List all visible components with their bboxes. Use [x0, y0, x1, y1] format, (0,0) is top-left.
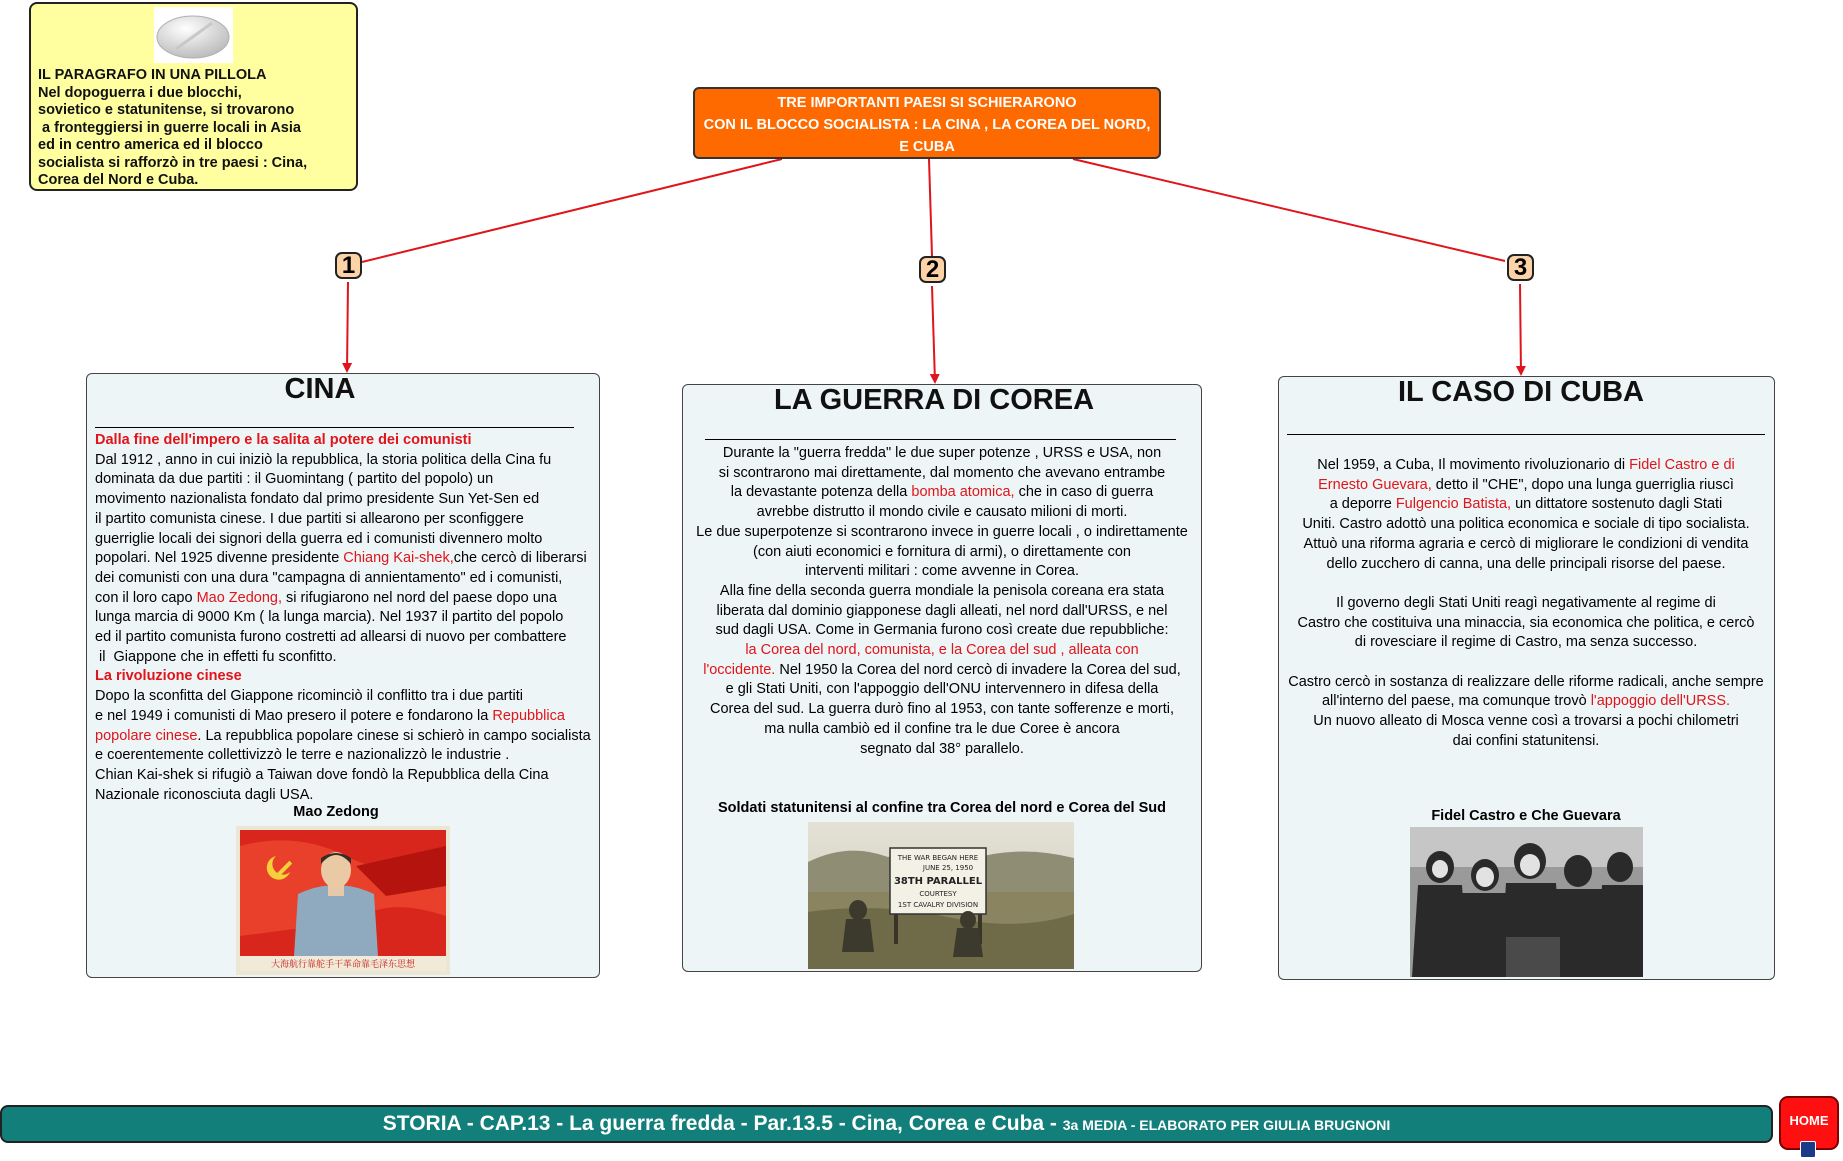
corea-line: avrebbe distrutto il mondo civile e causato milioni di morti. — [756, 504, 1128, 521]
cina-line: movimento nazionalista fondato dal primo presidente Sun Yet-Sen ed — [95, 491, 540, 508]
cina-highlight: Chiang Kai-shek, — [343, 550, 454, 567]
pill-line: socialista si rafforzò in tre paesi : Cina, — [38, 154, 308, 171]
connector-top-to-1 — [362, 159, 782, 262]
corea-caption: Soldati statunitensi al confine tra Corea del nord e Corea del Sud — [718, 800, 1166, 816]
cina-line: il Giappone che in effetti fu sconfitto. — [95, 648, 337, 665]
cina-highlight: Mao Zedong, — [196, 589, 283, 606]
cina-line: Chian Kai-shek si rifugiò a Taiwan dove fondò la Repubblica della Cina — [95, 766, 549, 783]
cina-subheading: Dalla fine dell'impero e la salita al potere dei comunisti — [95, 432, 472, 448]
cina-line: il partito comunista cinese. I due partiti si allearono per sconfiggere — [95, 510, 524, 527]
corea-title: LA GUERRA DI COREA — [773, 384, 1095, 416]
pill-line: sovietico e statunitense, si trovarono — [38, 102, 295, 118]
cuba-highlight: Ernesto Guevara, — [1318, 476, 1432, 493]
cina-line: Dopo la sconfitta del Giappone ricominciò il conflitto tra i due partiti — [95, 688, 523, 705]
cina-line: Dal 1912 , anno in cui iniziò la repubblica, la storia politica della Cina fu — [95, 451, 552, 468]
connector-1-to-cina — [347, 282, 348, 371]
castro-guevara-photo — [1410, 827, 1643, 977]
top-node-line: TRE IMPORTANTI PAESI SI SCHIERARONO — [777, 95, 1077, 111]
home-button[interactable]: HOME — [1779, 1096, 1839, 1150]
cina-text — [95, 431, 603, 805]
top-node-line: E CUBA — [899, 139, 955, 155]
corea-line: Alla fine della seconda guerra mondiale la penisola coreana era stata — [719, 582, 1165, 599]
mao-poster-text: 大海航行靠舵手干革命靠毛泽东思想 — [270, 960, 416, 970]
pill-line: Nel dopoguerra i due blocchi, — [38, 84, 242, 101]
corea-line: (con aiuti economici e fornitura di armi), o direttamente con — [753, 543, 1131, 560]
connector-2-to-corea — [932, 286, 935, 382]
corea-line: Durante la "guerra fredda" le due super potenze , URSS e USA, non — [722, 445, 1162, 461]
corea-line: interventi militari : come avvenne in Corea. — [804, 563, 1079, 580]
cina-line: popolari. Nel 1925 divenne presidente — [95, 550, 344, 567]
connector-top-to-2 — [929, 159, 932, 256]
corea-highlight: l'occidente. — [703, 661, 776, 678]
cuba-highlight: Fidel Castro e di — [1629, 457, 1735, 473]
sign-line: 1ST CAVALRY DIVISION — [897, 901, 979, 909]
cina-line: e coerentemente collettivizzò le terre e nazionalizzò le industrie . — [95, 747, 510, 764]
cuba-line: dello zucchero di canna, una delle principali risorse del paese. — [1326, 555, 1726, 572]
pill-line: ed in centro america ed il blocco — [38, 137, 263, 153]
connector-3-to-cuba — [1520, 284, 1521, 374]
cina-line: Nazionale riconosciuta dagli USA. — [95, 786, 314, 803]
cina-line: ed il partito comunista furono costretti ad allearsi di nuovo per combattere — [95, 629, 567, 646]
cuba-highlight: l'appoggio dell'URSS. — [1590, 693, 1731, 710]
cuba-line: all'interno del paese, ma comunque trovò — [1321, 693, 1591, 710]
corea-highlight: la Corea del nord, comunista, e la Corea del sud , alleata con — [745, 642, 1139, 659]
connector-top-to-3 — [1073, 159, 1505, 261]
cina-highlight: popolare cinese — [95, 727, 198, 744]
number-badge-2: 2 — [919, 256, 946, 283]
sign-line: JUNE 25, 1950 — [922, 864, 974, 872]
corea-line: segnato dal 38° parallelo. — [860, 740, 1024, 757]
sign-line: COURTESY — [919, 890, 957, 898]
cina-line: lunga marcia di 9000 Km ( la lunga marcia). Nel 1937 il partito del popolo — [95, 609, 564, 626]
corea-line: e gli Stati Uniti, con l'appoggio dell'ONU intervennero in difesa della — [725, 681, 1159, 698]
top-node-line: CON IL BLOCCO SOCIALISTA : LA CINA , LA COREA DEL NORD, — [703, 117, 1151, 133]
top-topic-node[interactable] — [693, 87, 1161, 159]
cuba-line: a deporre — [1329, 496, 1396, 513]
cuba-line: Attuò una riforma agraria e cercò di migliorare le condizioni di vendita — [1303, 535, 1749, 552]
cuba-line: Castro che costituiva una minaccia, sia economica che politica, e cercò — [1297, 614, 1755, 631]
cina-line: dominata da due partiti : il Guomintang ( partito del popolo) un — [95, 471, 494, 488]
cuba-line: un dittatore sostenuto dagli Stati — [1511, 496, 1723, 513]
corea-line: la devastante potenza della — [730, 484, 912, 501]
pill-icon — [154, 7, 233, 63]
cina-subheading: La rivoluzione cinese — [95, 668, 242, 685]
cina-line: si rifugiarono nel nord del paese dopo una — [282, 589, 557, 606]
cuba-line: Il governo degli Stati Uniti reagì negativamente al regime di — [1336, 594, 1716, 611]
sign-line: THE WAR BEGAN HERE — [897, 854, 979, 862]
pill-line: a fronteggiersi in guerre locali in Asia — [38, 119, 301, 136]
corea-line: si scontrarono mai direttamente, dal momento che avevano entrambe — [718, 464, 1166, 481]
pill-summary-text — [38, 67, 354, 190]
cuba-line: Uniti. Castro adottò una politica economica e sociale di tipo socialista. — [1302, 516, 1750, 533]
cina-highlight: Repubblica — [492, 707, 565, 724]
pill-line: Corea del Nord e Cuba. — [38, 172, 199, 188]
cuba-line: Nel 1959, a Cuba, Il movimento rivoluzionario di — [1317, 457, 1630, 473]
cuba-line: Un nuovo alleato di Mosca venne così a trovarsi a pochi chilometri — [1313, 713, 1739, 730]
corea-divider — [705, 439, 1176, 440]
cuba-line: detto il "CHE", dopo una lunga guerriglia riuscì — [1431, 476, 1734, 493]
cina-line: che cercò di liberarsi — [453, 550, 587, 567]
corea-line: sud dagli USA. Come in Germania furono così create due repubbliche: — [715, 622, 1169, 639]
link-icon[interactable] — [1800, 1141, 1816, 1158]
cina-line: e nel 1949 i comunisti di Mao presero il potere e fondarono la — [95, 707, 493, 724]
mao-poster-image — [236, 826, 450, 975]
corea-line: che in caso di guerra — [1014, 484, 1154, 501]
pill-line: IL PARAGRAFO IN UNA PILLOLA — [38, 67, 267, 83]
cuba-caption: Fidel Castro e Che Guevara — [1431, 808, 1621, 824]
cina-line: dei comunisti con una dura "campagna di annientamento" ed i comunisti, — [95, 569, 563, 586]
cuba-divider — [1287, 434, 1765, 435]
cina-line: con il loro capo — [95, 589, 197, 606]
cuba-line: dai confini statunitensi. — [1452, 732, 1600, 749]
cina-divider — [95, 427, 574, 428]
footer-subtitle: 3a MEDIA - ELABORATO PER GIULIA BRUGNONI — [1062, 1117, 1391, 1133]
corea-line: Nel 1950 la Corea del nord cercò di invadere la Corea del sud, — [775, 661, 1181, 678]
number-badge-1: 1 — [335, 252, 362, 279]
cuba-title: IL CASO DI CUBA — [1398, 376, 1644, 408]
parallel-38-photo — [808, 822, 1074, 969]
cuba-line: Castro cercò in sostanza di realizzare delle riforme radicali, anche sempre — [1288, 673, 1764, 690]
number-badge-3: 3 — [1507, 254, 1534, 281]
corea-line: Corea del sud. La guerra durò fino al 1953, con tante sofferenze e morti, — [709, 701, 1175, 718]
cuba-highlight: Fulgencio Batista, — [1395, 496, 1512, 513]
corea-line: ma nulla cambiò ed il confine tra le due Coree è ancora — [764, 720, 1120, 737]
cina-line: guerriglie locali dei signori della guerra ed i comunisti divennero molto — [95, 530, 543, 547]
corea-highlight: bomba atomica, — [911, 484, 1015, 501]
footer-banner — [0, 1105, 1773, 1143]
corea-line: Le due superpotenze si scontrarono invece in guerre locali , o indirettamente — [696, 523, 1188, 540]
cuba-text — [1282, 456, 1770, 752]
corea-line: liberata dal dominio giapponese dagli alleati, nel nord dall'URSS, e nel — [716, 602, 1168, 619]
corea-text — [686, 444, 1198, 759]
cina-line: . La repubblica popolare cinese si schierò in campo socialista — [197, 727, 591, 744]
cina-title: CINA — [284, 373, 356, 405]
cuba-line: di rovesciare il regime di Castro, ma senza successo. — [1354, 634, 1698, 651]
sign-line: 38TH PARALLEL — [893, 876, 983, 887]
footer-title: STORIA - CAP.13 - La guerra fredda - Par.13.5 - Cina, Corea e Cuba - — [382, 1112, 1063, 1135]
cina-caption: Mao Zedong — [293, 804, 379, 820]
